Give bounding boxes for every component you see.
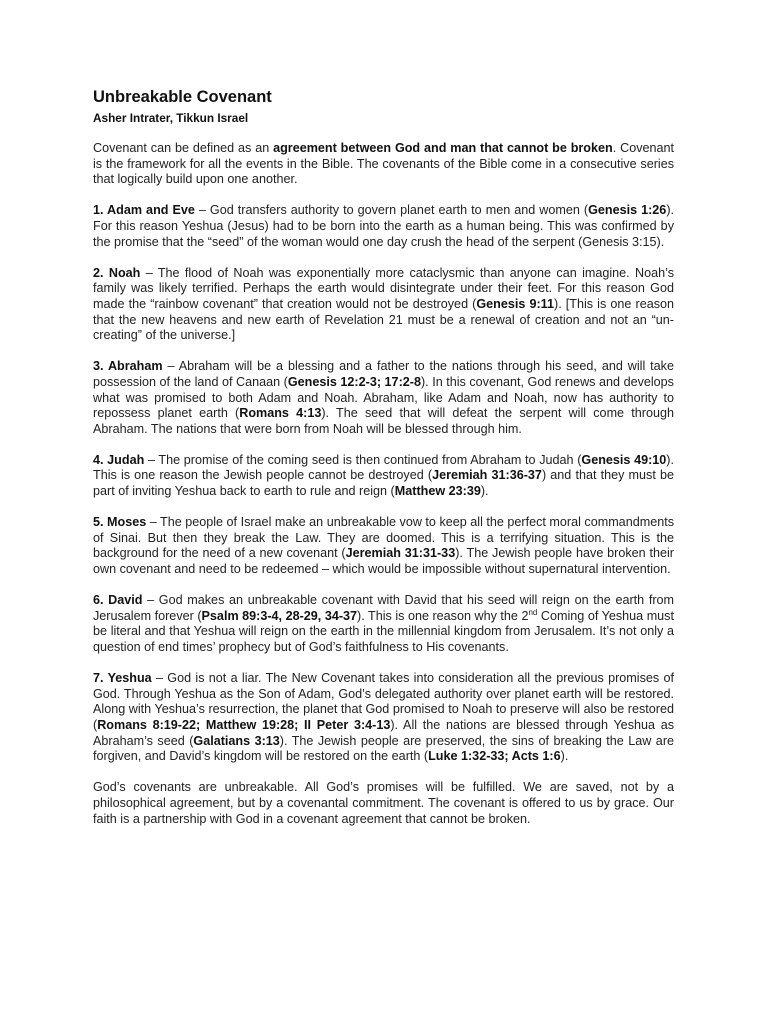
section-run: ). The Jewish people are preserved, the sins of breaking the Law are forgiven, and David’s kingdom will be restored on the earth (	[93, 733, 675, 764]
intro-run: Covenant can be defined as an	[93, 141, 274, 155]
section-run: ). All the nations are blessed through Yeshua as Abraham’s seed (	[93, 717, 674, 748]
section-heading: 4. Judah	[93, 452, 145, 467]
section-noah	[93, 266, 674, 344]
section-david	[93, 593, 674, 655]
intro-paragraph	[93, 141, 674, 188]
section-heading: 5. Moses	[93, 515, 147, 530]
section-run: ) and that they must be part of inviting Yeshua back to earth to rule and reign (	[93, 468, 675, 499]
scripture-reference: Romans 8:19-22; Matthew 19:28; II Peter 3:4-13	[97, 717, 391, 732]
section-run: – God is not a liar. The New Covenant takes into consideration all the previous promises of God. Through Yeshua as the Son of Adam, God’s delegated authority over planet earth will be restored. Along with Yeshua’s resurrection, the planet that God promised to Noah to preserve will also be restored (	[93, 671, 674, 732]
scripture-reference: Genesis 12:2-3; 17:2-8	[287, 374, 421, 389]
closing-run: God’s covenants are unbreakable. All God’s promises will be fulfilled. We are saved, not by a philosophical agreement, but by a covenantal commitment. The covenant is offered to us by grace. Our faith is a partnership with God in a covenant agreement that cannot be broken.	[93, 780, 674, 826]
intro-run: . Covenant is the framework for all the events in the Bible. The covenants of the Bible come in a consecutive series that logically build upon one another.	[93, 141, 675, 187]
section-run: – The people of Israel make an unbreakable vow to keep all the perfect moral commandments of Sinai. But then they break the Law. They are doomed. This is a terrifying situation. This is the background for the need of a new covenant (	[93, 515, 674, 561]
section-adam-and-eve	[93, 203, 674, 250]
section-heading: 3. Abraham	[93, 359, 163, 374]
section-yeshua	[93, 671, 674, 765]
scripture-reference: Galatians 3:13	[193, 733, 280, 748]
section-run: Coming of Yeshua must be literal and that Yeshua will reign on the earth in the millennial kingdom from Jerusalem. It’s not only a question of end times’ prophecy but of God’s faithfulness to His covenants.	[93, 608, 674, 654]
section-judah	[93, 453, 674, 500]
scripture-reference: Luke 1:32-33; Acts 1:6	[428, 749, 561, 764]
section-run: ). [This is one reason that the new heavens and new earth of Revelation 21 must be a renewal of creation and not an “un-creating” of the universe.]	[93, 296, 675, 343]
scripture-reference: Genesis 49:10	[581, 452, 667, 467]
section-run: ). This is one reason the Jewish people cannot be destroyed (	[93, 452, 674, 483]
scripture-reference: Matthew 23:39	[394, 484, 481, 499]
section-run: ).	[560, 749, 569, 764]
intro-run-bold: agreement between God and man that cannot be broken	[273, 141, 613, 155]
document-author: Asher Intrater, Tikkun Israel	[93, 111, 249, 125]
scripture-reference: Romans 4:13	[239, 406, 322, 421]
section-run: ).	[480, 484, 489, 499]
section-run: ). This is one reason why the 2	[357, 608, 529, 623]
section-run: – Abraham will be a blessing and a father to the nations through his seed, and will take possession of the land of Canaan (	[93, 359, 674, 389]
document-title: Unbreakable Covenant	[93, 88, 272, 106]
closing-paragraph	[93, 780, 674, 827]
section-heading: 1. Adam and Eve	[93, 203, 195, 218]
section-run: – God transfers authority to govern planet earth to men and women (	[194, 203, 589, 218]
section-heading: 2. Noah	[93, 265, 141, 280]
section-heading: 7. Yeshua	[93, 671, 152, 686]
section-heading: 6. David	[93, 593, 143, 608]
section-run: ). In this covenant, God renews and develops what was promised to both Adam and Noah. Abraham, like Adam and Noah, now has authority to repossess planet earth (	[93, 374, 674, 421]
section-run: ). For this reason Yeshua (Jesus) had to be born into the earth as a human being. This was confirmed by the promise that the “seed” of the woman would one day crush the head of the serpent (Genesis 3:15).	[93, 203, 675, 249]
section-run: ). The Jewish people have broken their own covenant and need to be redeemed – which would be impossible without supernatural intervention.	[93, 546, 675, 577]
section-run: – The flood of Noah was exponentially more cataclysmic than anyone can imagine. Noah’s family was likely terrified. Perhaps the earth would disintegrate under their feet. For this reason God made the “rainbow covenant” that creation would not be destroyed (	[93, 265, 674, 311]
scripture-reference: Jeremiah 31:31-33	[345, 546, 456, 561]
section-run: – God makes an unbreakable covenant with David that his seed will reign on the earth from Jerusalem forever (	[93, 593, 675, 623]
section-run: ). The seed that will defeat the serpent will come through Abraham. The nations that were born from Noah will be blessed through him.	[93, 406, 674, 436]
document-page	[93, 87, 674, 827]
scripture-reference: Genesis 1:26	[588, 203, 667, 218]
section-moses	[93, 515, 674, 577]
ordinal-superscript: nd	[528, 607, 538, 617]
section-run: – The promise of the coming seed is then continued from Abraham to Judah (	[144, 452, 582, 467]
scripture-reference: Genesis 9:11	[476, 296, 554, 311]
section-abraham	[93, 359, 674, 437]
scripture-reference: Jeremiah 31:36-37	[432, 468, 542, 483]
scripture-reference: Psalm 89:3-4, 28-29, 34-37	[201, 608, 358, 623]
